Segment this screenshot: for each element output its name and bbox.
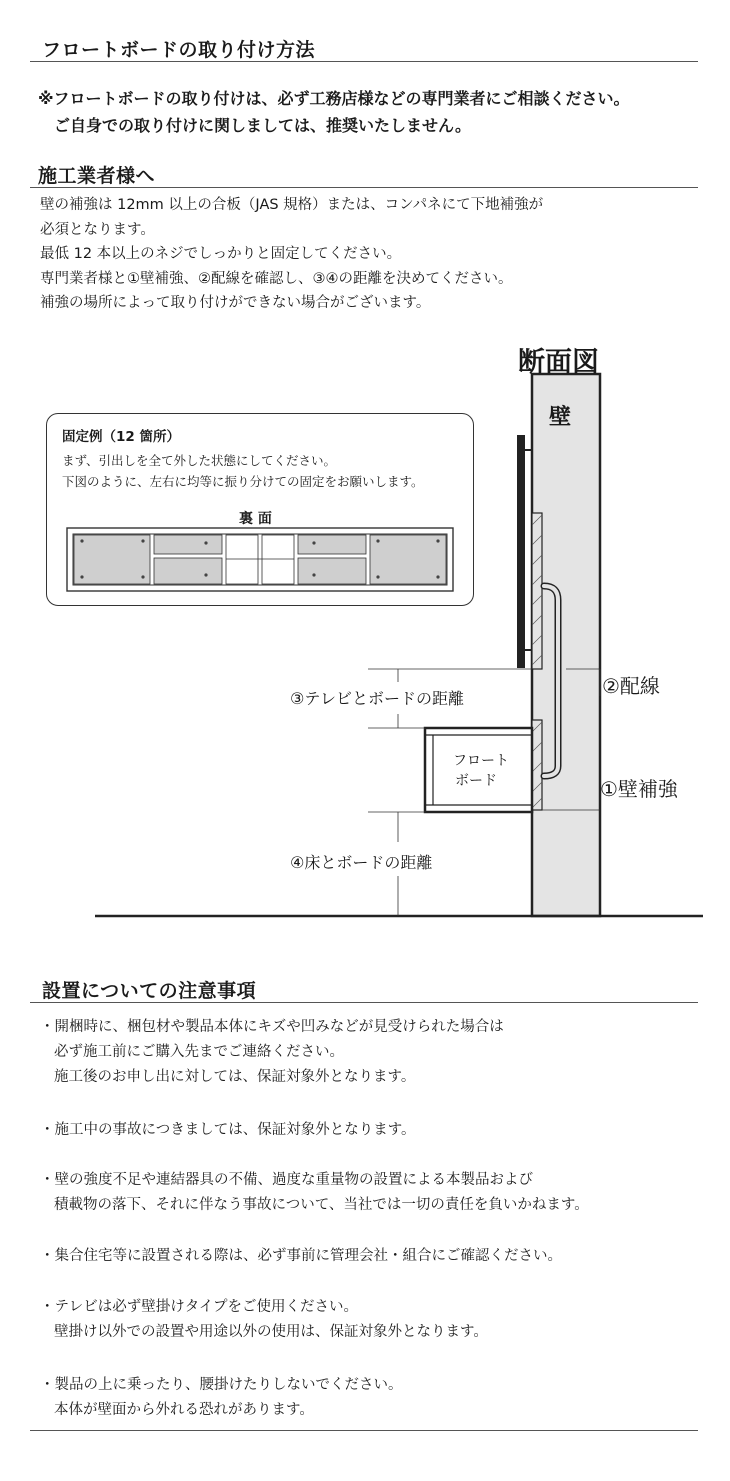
precaution-item [40,1244,562,1269]
precaution-item [40,1295,488,1345]
precaution-line: ・壁の強度不足や連結器具の不備、過度な重量物の設置による本製品および [40,1172,533,1188]
warning-line-2: ご自身での取り付けに関しましては、推奨いたしません。 [54,116,471,135]
fixing-example-title: 固定例（12 箇所） [62,429,180,445]
instruction-line: 補強の場所によって取り付けができない場合がございます。 [40,295,431,311]
label-floor-board-distance: ④床とボードの距離 [290,853,433,872]
cross-section-title: 断面図 [518,347,599,378]
label-wiring: ②配線 [602,674,660,698]
contractor-instructions [40,193,543,316]
float-board-label [453,751,509,791]
back-panel [154,535,222,554]
section-heading-install-method: フロートボードの取り付け方法 [42,39,316,61]
back-opening [226,535,258,584]
instruction-line: 最低 12 本以上のネジでしっかりと固定してください。 [40,246,402,262]
precaution-line: 壁掛け以外での設置や用途以外の使用は、保証対象外となります。 [54,1324,488,1340]
back-panel [370,535,446,584]
precaution-line: ・集合住宅等に設置される際は、必ず事前に管理会社・組合にご確認ください。 [40,1248,562,1264]
precaution-line: 施工後のお申し出に対しては、保証対象外となります。 [54,1069,416,1085]
warning-line-1: ※フロートボードの取り付けは、必ず工務店様などの専門業者にご相談ください。 [38,89,630,108]
precaution-line: ・施工中の事故につきましては、保証対象外となります。 [40,1122,416,1138]
section-heading-contractors: 施工業者様へ [38,165,156,187]
fixing-example-line-1: まず、引出しを全て外した状態にしてください。 [62,453,337,468]
back-panel [74,535,150,584]
precaution-item [40,1373,403,1423]
label-tv-board-distance: ③テレビとボードの距離 [290,689,465,708]
heading-underline [30,1002,698,1003]
lower-reinforcement [532,720,542,810]
footer-rule [30,1430,698,1431]
precaution-line: 積載物の落下、それに伴なう事故について、当社では一切の責任を負いかねます。 [54,1197,589,1213]
heading-underline [30,187,698,188]
precaution-item [40,1015,504,1090]
instruction-line: 壁の補強は 12mm 以上の合板（JAS 規格）または、コンパネにて下地補強が [40,197,544,213]
precaution-line: ・開梱時に、梱包材や製品本体にキズや凹みなどが見受けられた場合は [40,1019,504,1035]
back-panel [154,558,222,584]
precaution-item [40,1118,416,1143]
back-view-diagram [66,527,456,593]
precaution-line: ・製品の上に乗ったり、腰掛けたりしないでください。 [40,1377,403,1393]
precaution-item [40,1168,589,1218]
back-panel [298,558,366,584]
precaution-line: 必ず施工前にご購入先までご連絡ください。 [54,1044,344,1060]
back-side-label: 裏 面 [239,511,272,527]
fixing-example-line-2: 下図のように、左右に均等に振り分けての固定をお願いします。 [62,474,424,489]
precaution-line: ・テレビは必ず壁掛けタイプをご使用ください。 [40,1299,358,1315]
float-board-label-line: ボード [455,773,497,789]
back-opening [262,535,294,584]
float-board-label-line: フロート [453,753,509,769]
heading-underline [30,61,698,62]
instruction-line: 専門業者様と①壁補強、②配線を確認し、③④の距離を決めてください。 [40,270,513,287]
label-wall-reinforcement: ①壁補強 [600,777,678,801]
instruction-line: 必須となります。 [40,221,155,238]
wall-label: 壁 [549,405,572,430]
section-heading-precautions: 設置についての注意事項 [42,980,257,1002]
tv [517,435,525,668]
back-panel [298,535,366,554]
precaution-line: 本体が壁面から外れる恐れがあります。 [54,1402,314,1418]
